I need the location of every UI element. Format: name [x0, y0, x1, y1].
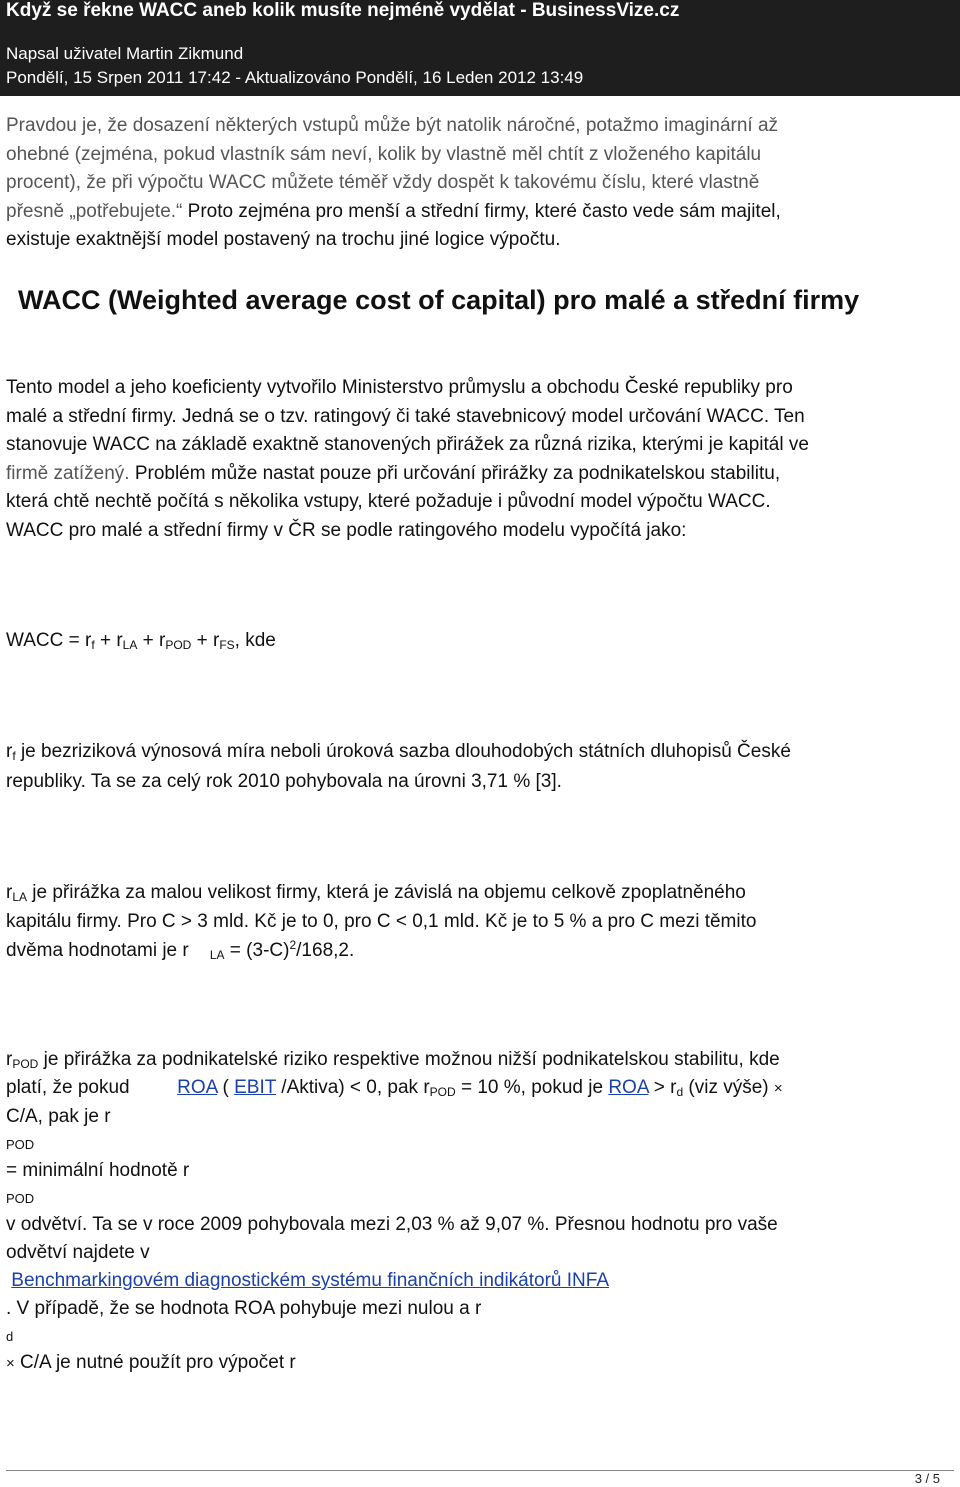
- rf-line: republiky. Ta se za celý rok 2010 pohybovala na úrovni 3,71 % [3].: [6, 771, 562, 792]
- rpod-text: > r: [648, 1077, 677, 1098]
- rla-subscript: LA: [209, 948, 225, 962]
- intro-text: Proto zejména pro menší a střední firmy, které často vede sám majitel,: [182, 200, 781, 222]
- rla-text: = (3-C): [224, 940, 290, 961]
- page-header: [0, 0, 960, 96]
- rpod-text: /Aktiva) < 0, pak r: [276, 1077, 430, 1098]
- rpod-line: [6, 1074, 954, 1103]
- rpod-line: odvětví najdete v: [6, 1242, 150, 1263]
- intro-text: přesně „potřebujete.“: [6, 200, 183, 222]
- formula-line: [6, 626, 954, 656]
- model-paragraph: [6, 374, 954, 546]
- multiply-sign: ×: [773, 1080, 783, 1097]
- footer-divider: [6, 1470, 954, 1471]
- page-number: 3 / 5: [914, 1471, 940, 1486]
- formula-subscript: POD: [165, 638, 192, 652]
- formula-text: + r: [94, 630, 123, 651]
- rpod-line: = minimální hodnotě r: [6, 1160, 190, 1181]
- multiply-sign: ×: [6, 1355, 15, 1372]
- intro-line: [6, 198, 954, 227]
- rla-line: [6, 878, 954, 907]
- rla-line: [6, 936, 954, 965]
- date-line: Pondělí, 15 Srpen 2011 17:42 - Aktualizováno Pondělí, 16 Leden 2012 13:49: [6, 68, 584, 87]
- intro-line: ohebné (zejména, pokud vlastník sám neví, kolik by vlastně měl chtít z vloženého kapitálu: [6, 143, 762, 165]
- intro-paragraph: [6, 112, 954, 255]
- rpod-text: = 10 %, pokud je: [455, 1077, 609, 1098]
- rpod-line: . V případě, že se hodnota ROA pohybuje mezi nulou a r: [6, 1298, 482, 1319]
- infa-link[interactable]: Benchmarkingovém diagnostickém systému finančních indikátorů INFA: [11, 1270, 610, 1291]
- author-line: Napsal uživatel Martin Zikmund: [6, 44, 244, 63]
- model-text: firmě zatížený.: [6, 462, 130, 484]
- model-line: Tento model a jeho koeficienty vytvořilo Ministerstvo průmyslu a obchodu České republiky pro: [6, 377, 793, 398]
- rpod-text: C/A je nutné použít pro výpočet r: [14, 1352, 296, 1373]
- rla-line: kapitálu firmy. Pro C > 3 mld. Kč je to 0, pro C < 0,1 mld. Kč je to 5 % a pro C mezi těmito: [6, 911, 757, 932]
- intro-line: existuje exaktnější model postavený na trochu jiné logice výpočtu.: [6, 229, 561, 250]
- rla-subscript: LA: [12, 890, 28, 904]
- formula-text: + r: [191, 630, 220, 651]
- formula-subscript: LA: [122, 638, 138, 652]
- intro-line: Pravdou je, že dosazení některých vstupů může být natolik náročné, potažmo imaginární až: [6, 115, 779, 136]
- model-line: stanovuje WACC na základě exaktně stanovených přirážek za různá rizika, kterými je kapitál ve: [6, 434, 809, 456]
- model-line: malé a střední firmy. Jedná se o tzv. ratingový či také stavebnicový model určování WACC. Ten: [6, 405, 805, 427]
- formula-subscript: FS: [219, 638, 235, 652]
- rpod-text: (viz výše): [683, 1077, 774, 1098]
- formula-text: + r: [137, 630, 166, 651]
- intro-line: procent), že při výpočtu WACC můžete téměř vždy dospět k takovému číslu, které vlastně: [6, 172, 760, 193]
- rpod-line: C/A, pak je r: [6, 1106, 111, 1127]
- rla-text: je přirážka za malou velikost firmy, která je závislá na objemu celkově zpoplatněného: [27, 882, 746, 903]
- roa-link-2[interactable]: ROA: [608, 1077, 649, 1098]
- rf-text: je bezriziková výnosová míra neboli úroková sazba dlouhodobých státních dluhopisů České: [15, 741, 791, 762]
- rpod-text: je přirážka za podnikatelské riziko respektive možnou nižší podnikatelskou stabilitu, kde: [38, 1049, 780, 1070]
- rf-line: [6, 737, 954, 767]
- article-title: Když se řekne WACC aneb kolik musíte nejméně vydělat - BusinessVize.cz: [6, 0, 680, 21]
- roa-link[interactable]: ROA: [177, 1077, 218, 1098]
- formula-subscript: f: [91, 638, 95, 652]
- rla-superscript: 2: [289, 938, 297, 952]
- rpod-subscript: POD: [429, 1085, 456, 1099]
- ebit-link[interactable]: EBIT: [234, 1077, 277, 1098]
- rla-text: dvěma hodnotami je r: [6, 940, 189, 961]
- rpod-line: [6, 1267, 954, 1295]
- rf-paragraph: [6, 737, 954, 797]
- rpod-paragraph: [6, 1046, 954, 1378]
- formula-text: WACC = r: [6, 630, 92, 651]
- model-line: která chtě nechtě počítá s několika vstupy, které požaduje i původní model výpočtu WACC.: [6, 491, 771, 513]
- rpod-text: platí, že pokud: [6, 1077, 130, 1098]
- rpod-subscript-orphan: d: [6, 1329, 14, 1344]
- rpod-subscript: POD: [12, 1057, 39, 1071]
- model-line: [6, 460, 954, 489]
- model-line: WACC pro malé a střední firmy v ČR se podle ratingového modelu vypočítá jako:: [6, 519, 687, 541]
- wacc-formula: [6, 626, 954, 656]
- rla-paragraph: [6, 878, 954, 965]
- rf-symbol: r: [6, 741, 13, 762]
- rpod-line: [6, 1046, 954, 1074]
- rpod-subscript-orphan: POD: [6, 1137, 35, 1152]
- formula-text: , kde: [234, 630, 276, 651]
- rpod-line: [6, 1349, 954, 1378]
- rpod-line: v odvětví. Ta se v roce 2009 pohybovala mezi 2,03 % až 9,07 %. Přesnou hodnotu pro vaše: [6, 1214, 778, 1235]
- rla-symbol: r: [6, 882, 13, 903]
- rpod-subscript: d: [676, 1085, 684, 1099]
- rpod-subscript-orphan: POD: [6, 1191, 35, 1206]
- rf-subscript: f: [12, 749, 16, 763]
- section-heading: WACC (Weighted average cost of capital) pro malé a střední firmy: [18, 285, 860, 315]
- rpod-text: (: [217, 1077, 235, 1098]
- rla-text: /168,2.: [296, 940, 355, 961]
- rpod-symbol: r: [6, 1049, 13, 1070]
- model-text: Problém může nastat pouze při určování přirážky za podnikatelskou stabilitu,: [129, 462, 781, 484]
